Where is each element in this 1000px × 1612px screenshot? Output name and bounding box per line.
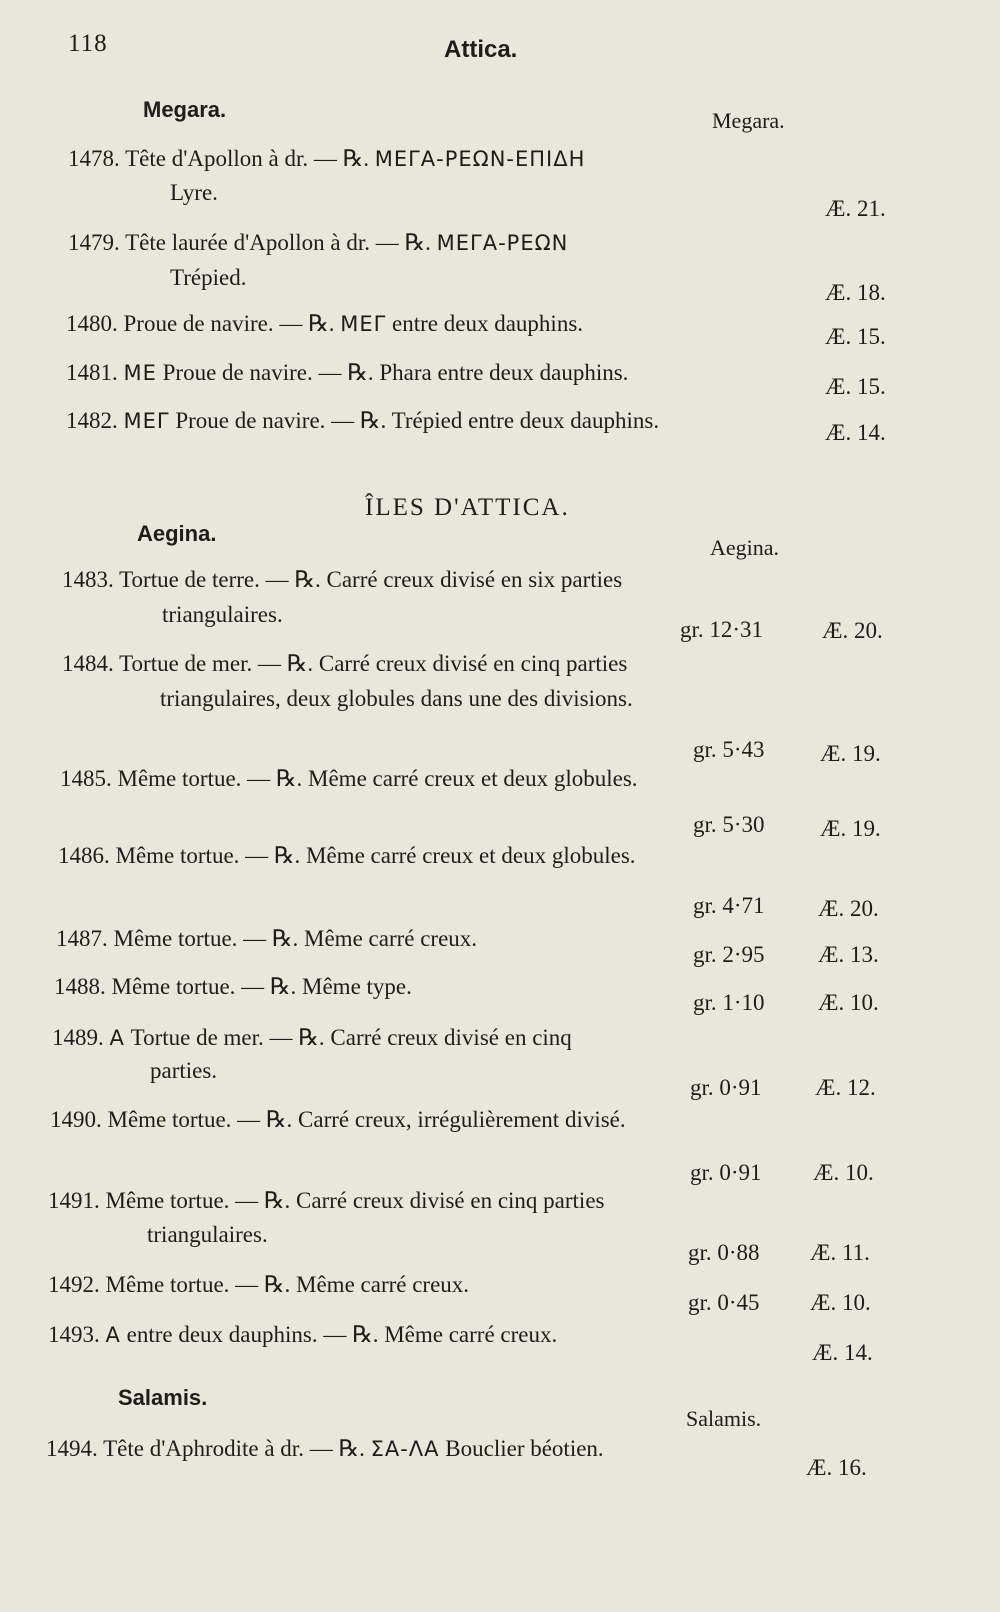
entry-1491 (48, 1188, 604, 1214)
entry-number: 1488. (54, 974, 106, 999)
section-heading-iles: ÎLES D'ATTICA. (365, 494, 570, 521)
section-title-aegina-right: Aegina. (710, 535, 780, 560)
entry-weight: gr. 5·43 (693, 737, 765, 762)
entry-text: Même tortue. — ℞. Carré creux divisé en cinq parties (105, 1188, 605, 1213)
entry-text: Tortue de mer. — ℞. Carré creux divisé en cinq (124, 1025, 572, 1050)
section-title-megara: Megara. (143, 97, 227, 122)
entry-metal: Æ. 19. (820, 816, 881, 841)
greek-legend: Α (109, 1026, 125, 1050)
entry-metal: Æ. 11. (810, 1240, 870, 1265)
greek-legend: Α (105, 1323, 121, 1347)
section-title-aegina: Aegina. (137, 521, 217, 546)
entry-number: 1481. (66, 360, 118, 385)
greek-legend: ΜΕ (123, 361, 157, 385)
entry-metal: Æ. 14. (825, 420, 886, 445)
entry-number: 1489. (52, 1025, 104, 1050)
entry-weight: gr. 2·95 (693, 942, 765, 967)
entry-metal: Æ. 21. (825, 196, 886, 221)
entry-1490 (50, 1107, 626, 1133)
entry-text: Tortue de mer. — ℞. Carré creux divisé en cinq parties (119, 651, 628, 676)
entry-weight: gr. 0·88 (688, 1240, 760, 1265)
entry-line2: Lyre. (170, 180, 218, 205)
entry-weight: gr. 0·45 (688, 1290, 760, 1315)
entry-text: Même tortue. — ℞. Même carré creux. (113, 926, 478, 951)
entry-number: 1494. (46, 1436, 98, 1461)
entry-1483 (62, 567, 622, 593)
entry-number: 1487. (56, 926, 108, 951)
greek-legend: ΜΕΓΑ-ΡΕΩΝ-ΕΠΙΔΗ (374, 147, 586, 171)
entry-text: Proue de navire. — ℞. Trépied entre deux dauphins. (169, 408, 660, 433)
entry-text: Tête d'Apollon à dr. — ℞. (125, 146, 375, 171)
entry-number: 1483. (62, 567, 114, 592)
entry-line2: triangulaires. (147, 1222, 268, 1247)
entry-1486 (58, 843, 636, 869)
entry-line2: Trépied. (170, 265, 247, 290)
entry-metal: Æ. 10. (813, 1160, 874, 1185)
section-title-salamis: Salamis. (118, 1385, 208, 1410)
section-title-megara-right: Megara. (712, 108, 785, 133)
entry-metal: Æ. 20. (822, 618, 883, 643)
entry-number: 1485. (60, 766, 112, 791)
entry-number: 1484. (62, 651, 114, 676)
entry-1479 (68, 230, 568, 256)
entry-1494 (46, 1436, 604, 1462)
section-title-salamis-right: Salamis. (686, 1406, 762, 1431)
entry-metal: Æ. 12. (815, 1075, 876, 1100)
entry-line2: parties. (150, 1058, 218, 1083)
entry-metal: Æ. 18. (825, 280, 886, 305)
entry-weight: gr. 5·30 (693, 812, 765, 837)
entry-1485 (60, 766, 638, 792)
entry-number: 1482. (66, 408, 118, 433)
entry-weight: gr. 12·31 (680, 617, 764, 642)
entry-text: Même tortue. — ℞. Même carré creux et deux globules. (117, 766, 638, 791)
entry-metal: Æ. 16. (806, 1455, 867, 1480)
entry-text: entre deux dauphins. — ℞. Même carré creux. (120, 1322, 558, 1347)
entry-1478 (68, 146, 585, 172)
entry-line2: triangulaires, deux globules dans une des divisions. (160, 686, 633, 711)
entry-number: 1490. (50, 1107, 102, 1132)
entry-1488 (54, 974, 412, 1000)
entry-number: 1491. (48, 1188, 100, 1213)
entry-1489 (52, 1025, 572, 1051)
entry-1480 (66, 311, 583, 337)
greek-legend: ΜΕΓ (123, 409, 170, 433)
entry-metal: Æ. 13. (818, 942, 879, 967)
greek-legend: ΜΕΓΑ-ΡΕΩΝ (436, 231, 569, 255)
entry-metal: Æ. 20. (818, 896, 879, 921)
entry-metal: Æ. 15. (825, 374, 886, 399)
entry-number: 1479. (68, 230, 120, 255)
entry-metal: Æ. 10. (810, 1290, 871, 1315)
entry-number: 1480. (66, 311, 118, 336)
greek-legend: ΜΕΓ (340, 312, 387, 336)
entry-text: Même tortue. — ℞. Même carré creux. (105, 1272, 470, 1297)
entry-1493 (48, 1322, 557, 1348)
running-title: Attica. (444, 36, 518, 63)
entry-text: Bouclier béotien. (439, 1436, 604, 1461)
entry-number: 1486. (58, 843, 110, 868)
entry-text: Tête laurée d'Apollon à dr. — ℞. (125, 230, 437, 255)
entry-text: Tortue de terre. — ℞. Carré creux divisé en six parties (119, 567, 623, 592)
entry-text: entre deux dauphins. (386, 311, 584, 336)
entry-number: 1493. (48, 1322, 100, 1347)
entry-weight: gr. 4·71 (693, 893, 765, 918)
entry-text: Proue de navire. — ℞. (123, 311, 341, 336)
entry-line2: triangulaires. (162, 602, 283, 627)
entry-1482 (66, 408, 659, 434)
entry-1481 (66, 360, 628, 386)
entry-metal: Æ. 10. (818, 990, 879, 1015)
entry-weight: gr. 0·91 (690, 1075, 762, 1100)
entry-weight: gr. 0·91 (690, 1160, 762, 1185)
entry-text: Même tortue. — ℞. Même carré creux et deux globules. (115, 843, 636, 868)
entry-number: 1478. (68, 146, 120, 171)
entry-text: Même tortue. — ℞. Carré creux, irrégulièrement divisé. (107, 1107, 626, 1132)
entry-number: 1492. (48, 1272, 100, 1297)
entry-text: Tête d'Aphrodite à dr. — ℞. (103, 1436, 371, 1461)
entry-text: Proue de navire. — ℞. Phara entre deux dauphins. (156, 360, 629, 385)
entry-text: Même tortue. — ℞. Même type. (111, 974, 412, 999)
entry-1484 (62, 651, 627, 677)
entry-metal: Æ. 14. (812, 1340, 873, 1365)
greek-legend: ΣΑ-ΛΑ (370, 1437, 440, 1461)
page-number: 118 (68, 30, 108, 57)
entry-1492 (48, 1272, 469, 1298)
entry-weight: gr. 1·10 (693, 990, 765, 1015)
entry-metal: Æ. 19. (820, 741, 881, 766)
entry-metal: Æ. 15. (825, 324, 886, 349)
entry-1487 (56, 926, 477, 952)
